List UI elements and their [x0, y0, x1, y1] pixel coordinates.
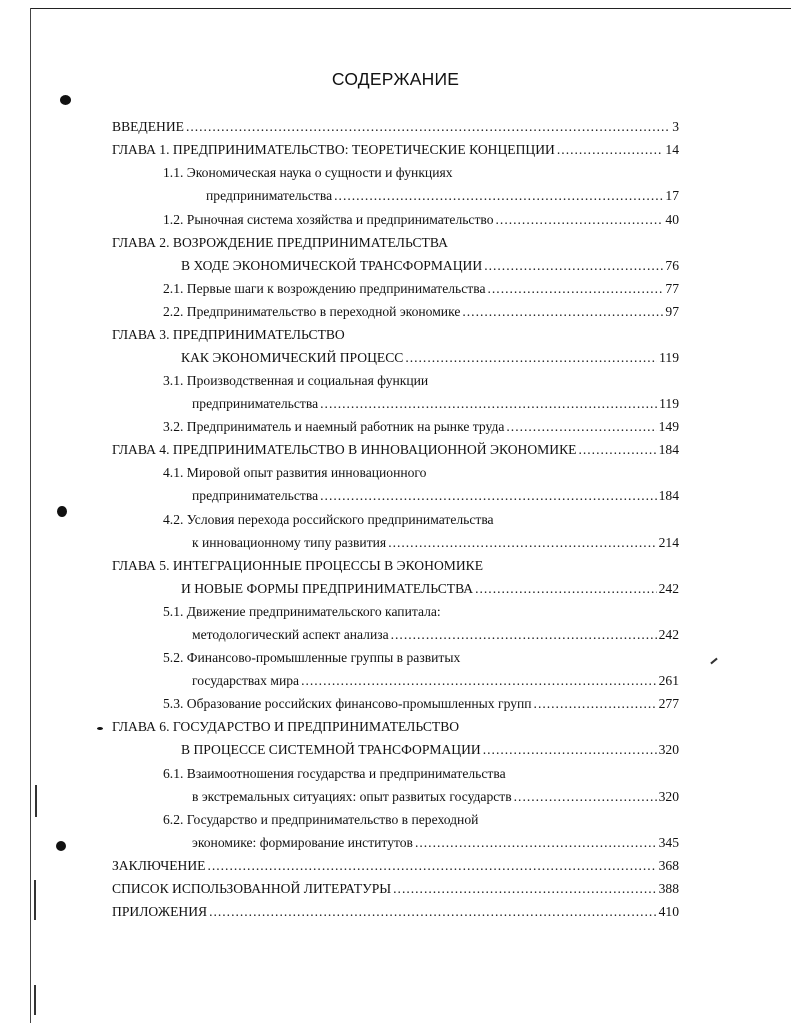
page-border-left	[30, 8, 31, 1023]
toc-page-number: 76	[665, 258, 679, 273]
toc-leader-dots	[391, 626, 657, 644]
page-title: СОДЕРЖАНИЕ	[331, 69, 460, 89]
toc-entry-title: к инновационному типу развития	[192, 535, 387, 550]
toc-entry-section-3-1[interactable]	[192, 395, 679, 413]
scan-margin-stroke	[34, 985, 36, 1015]
toc-leader-dots	[388, 534, 656, 552]
toc-entry-section-6-1[interactable]	[192, 788, 679, 806]
toc-entry-title: предпринимательства	[206, 188, 333, 203]
toc-entry-title: 3.1. Производственная и социальная функции	[163, 373, 429, 388]
toc-leader-dots	[557, 141, 664, 159]
toc-entry-title: в экстремальных ситуациях: опыт развитых государств	[192, 789, 512, 804]
toc-entry-title: ГЛАВА 3. ПРЕДПРИНИМАТЕЛЬСТВО	[112, 327, 345, 342]
toc-entry-chapter-6[interactable]	[181, 741, 679, 759]
toc-entry-title: 6.1. Взаимоотношения государства и предпринимательства	[163, 766, 506, 781]
toc-page-number: 242	[658, 581, 679, 596]
toc-entry-title: ГЛАВА 2. ВОЗРОЖДЕНИЕ ПРЕДПРИНИМАТЕЛЬСТВА	[112, 235, 448, 250]
toc-page-number: 119	[659, 396, 679, 411]
toc-page-number: 320	[658, 789, 679, 804]
toc-entry-conclusion[interactable]	[112, 857, 679, 875]
toc-entry-title: 1.2. Рыночная система хозяйства и предпринимательство	[163, 212, 494, 227]
toc-entry-section-1-1-line1[interactable]	[163, 164, 453, 182]
toc-entry-introduction[interactable]	[112, 118, 679, 136]
toc-leader-dots	[534, 695, 657, 713]
scan-margin-stroke	[34, 880, 36, 920]
toc-page-number: 17	[665, 188, 679, 203]
toc-entry-chapter-2-line1[interactable]	[112, 234, 448, 252]
toc-entry-section-5-1[interactable]	[192, 626, 679, 644]
toc-leader-dots	[462, 303, 663, 321]
toc-entry-title: ПРИЛОЖЕНИЯ	[112, 904, 208, 919]
toc-page-number: 410	[658, 904, 679, 919]
toc-entry-title: ГЛАВА 1. ПРЕДПРИНИМАТЕЛЬСТВО: ТЕОРЕТИЧЕСКИЕ КОНЦЕПЦИИ	[112, 142, 555, 157]
toc-leader-dots	[483, 741, 657, 759]
toc-entry-section-6-2[interactable]	[192, 834, 679, 852]
toc-page-number: 119	[659, 350, 679, 365]
toc-entry-section-1-1[interactable]	[206, 187, 679, 205]
toc-entry-title: 6.2. Государство и предпринимательство в переходной	[163, 812, 479, 827]
toc-page-number: 14	[665, 142, 679, 157]
toc-entry-section-5-2-line1[interactable]	[163, 649, 460, 667]
toc-entry-title: ВВЕДЕНИЕ	[112, 119, 184, 134]
toc-leader-dots	[334, 187, 663, 205]
toc-entry-title: 2.2. Предпринимательство в переходной экономике	[163, 304, 461, 319]
toc-entry-section-6-1-line1[interactable]	[163, 765, 506, 783]
toc-entry-chapter-6-line1[interactable]	[112, 718, 459, 736]
toc-page-number: 214	[658, 535, 679, 550]
toc-entry-title: ЗАКЛЮЧЕНИЕ	[112, 858, 206, 873]
toc-entry-title: 1.1. Экономическая наука о сущности и функциях	[163, 165, 453, 180]
toc-leader-dots	[415, 834, 657, 852]
toc-page-number: 368	[658, 858, 679, 873]
toc-entry-title: 4.1. Мировой опыт развития инновационного	[163, 465, 427, 480]
toc-page-number: 388	[658, 881, 679, 896]
toc-entry-section-4-2-line1[interactable]	[163, 511, 494, 529]
page-border-top	[30, 8, 791, 9]
toc-entry-section-4-1[interactable]	[192, 487, 679, 505]
toc-leader-dots	[475, 580, 657, 598]
scan-speck	[60, 95, 71, 105]
toc-entry-section-5-1-line1[interactable]	[163, 603, 441, 621]
toc-entry-title: 5.1. Движение предпринимательского капитала:	[163, 604, 441, 619]
toc-leader-dots	[405, 349, 657, 367]
toc-entry-title: ГЛАВА 5. ИНТЕГРАЦИОННЫЕ ПРОЦЕССЫ В ЭКОНОМИКЕ	[112, 558, 484, 573]
toc-entry-title: В ХОДЕ ЭКОНОМИЧЕСКОЙ ТРАНСФОРМАЦИИ	[181, 258, 483, 273]
toc-page-number: 40	[665, 212, 679, 227]
toc-leader-dots	[320, 395, 657, 413]
toc-entry-section-4-1-line1[interactable]	[163, 464, 426, 482]
toc-entry-title: И НОВЫЕ ФОРМЫ ПРЕДПРИНИМАТЕЛЬСТВА	[181, 581, 474, 596]
toc-leader-dots	[393, 880, 656, 898]
toc-entry-section-2-1[interactable]	[163, 280, 679, 298]
toc-entry-title: 5.3. Образование российских финансово-промышленных групп	[163, 696, 532, 711]
toc-page-number: 345	[658, 835, 679, 850]
toc-entry-title: экономике: формирование институтов	[192, 835, 413, 850]
toc-leader-dots	[320, 487, 656, 505]
scan-speck	[97, 727, 103, 730]
toc-entry-section-2-2[interactable]	[163, 303, 679, 321]
toc-entry-title: СПИСОК ИСПОЛЬЗОВАННОЙ ЛИТЕРАТУРЫ	[112, 881, 392, 896]
toc-entry-section-5-3[interactable]	[163, 695, 679, 713]
toc-entry-title: предпринимательства	[192, 488, 319, 503]
toc-entry-section-4-2[interactable]	[192, 534, 679, 552]
toc-entry-title: КАК ЭКОНОМИЧЕСКИЙ ПРОЦЕСС	[181, 350, 404, 365]
toc-leader-dots	[506, 418, 656, 436]
toc-leader-dots	[209, 903, 657, 921]
toc-leader-dots	[578, 441, 656, 459]
toc-entry-title: государствах мира	[192, 673, 300, 688]
toc-page-number: 97	[665, 304, 679, 319]
toc-entry-title: предпринимательства	[192, 396, 319, 411]
toc-entry-title: 5.2. Финансово-промышленные группы в развитых	[163, 650, 461, 665]
toc-entry-chapter-4[interactable]	[112, 441, 679, 459]
toc-entry-references[interactable]	[112, 880, 679, 898]
scan-margin-stroke	[710, 658, 717, 665]
toc-entry-title: 2.1. Первые шаги к возрождению предпринимательства	[163, 281, 486, 296]
scan-margin-stroke	[35, 785, 37, 817]
toc-entry-title: методологический аспект анализа	[192, 627, 389, 642]
toc-page-number: 184	[658, 488, 679, 503]
toc-page-number: 261	[658, 673, 679, 688]
toc-entry-chapter-3[interactable]	[181, 349, 679, 367]
toc-page-number: 320	[658, 742, 679, 757]
toc-page-number: 242	[658, 627, 679, 642]
toc-leader-dots	[186, 118, 670, 136]
toc-page-number: 277	[658, 696, 679, 711]
toc-leader-dots	[496, 211, 664, 229]
toc-entry-chapter-1[interactable]	[112, 141, 679, 159]
toc-leader-dots	[488, 280, 664, 298]
toc-page-number: 77	[665, 281, 679, 296]
toc-page-number: 3	[672, 119, 679, 134]
toc-entry-title: В ПРОЦЕССЕ СИСТЕМНОЙ ТРАНСФОРМАЦИИ	[181, 742, 481, 757]
toc-leader-dots	[514, 788, 657, 806]
toc-entry-chapter-2[interactable]	[181, 257, 679, 275]
toc-entry-chapter-5[interactable]	[181, 580, 679, 598]
toc-leader-dots	[484, 257, 663, 275]
toc-entry-section-6-2-line1[interactable]	[163, 811, 478, 829]
toc-leader-dots	[207, 857, 656, 875]
toc-entry-title: 4.2. Условия перехода российского предпринимательства	[163, 512, 494, 527]
scan-speck	[57, 506, 67, 517]
toc-leader-dots	[301, 672, 657, 690]
toc-page-number: 184	[658, 442, 679, 457]
toc-entry-title: ГЛАВА 4. ПРЕДПРИНИМАТЕЛЬСТВО В ИННОВАЦИОННОЙ ЭКОНОМИКЕ	[112, 442, 577, 457]
toc-entry-title: 3.2. Предприниматель и наемный работник на рынке труда	[163, 419, 505, 434]
toc-entry-title: ГЛАВА 6. ГОСУДАРСТВО И ПРЕДПРИНИМАТЕЛЬСТВО	[112, 719, 460, 734]
toc-entry-section-1-2[interactable]	[163, 211, 679, 229]
toc-entry-section-5-2[interactable]	[192, 672, 679, 690]
toc-entry-chapter-3-line1[interactable]	[112, 326, 345, 344]
toc-entry-appendices[interactable]	[112, 903, 679, 921]
scan-speck	[56, 841, 66, 851]
toc-page-number: 149	[658, 419, 679, 434]
toc-entry-section-3-2[interactable]	[163, 418, 679, 436]
toc-entry-chapter-5-line1[interactable]	[112, 557, 483, 575]
toc-entry-section-3-1-line1[interactable]	[163, 372, 428, 390]
